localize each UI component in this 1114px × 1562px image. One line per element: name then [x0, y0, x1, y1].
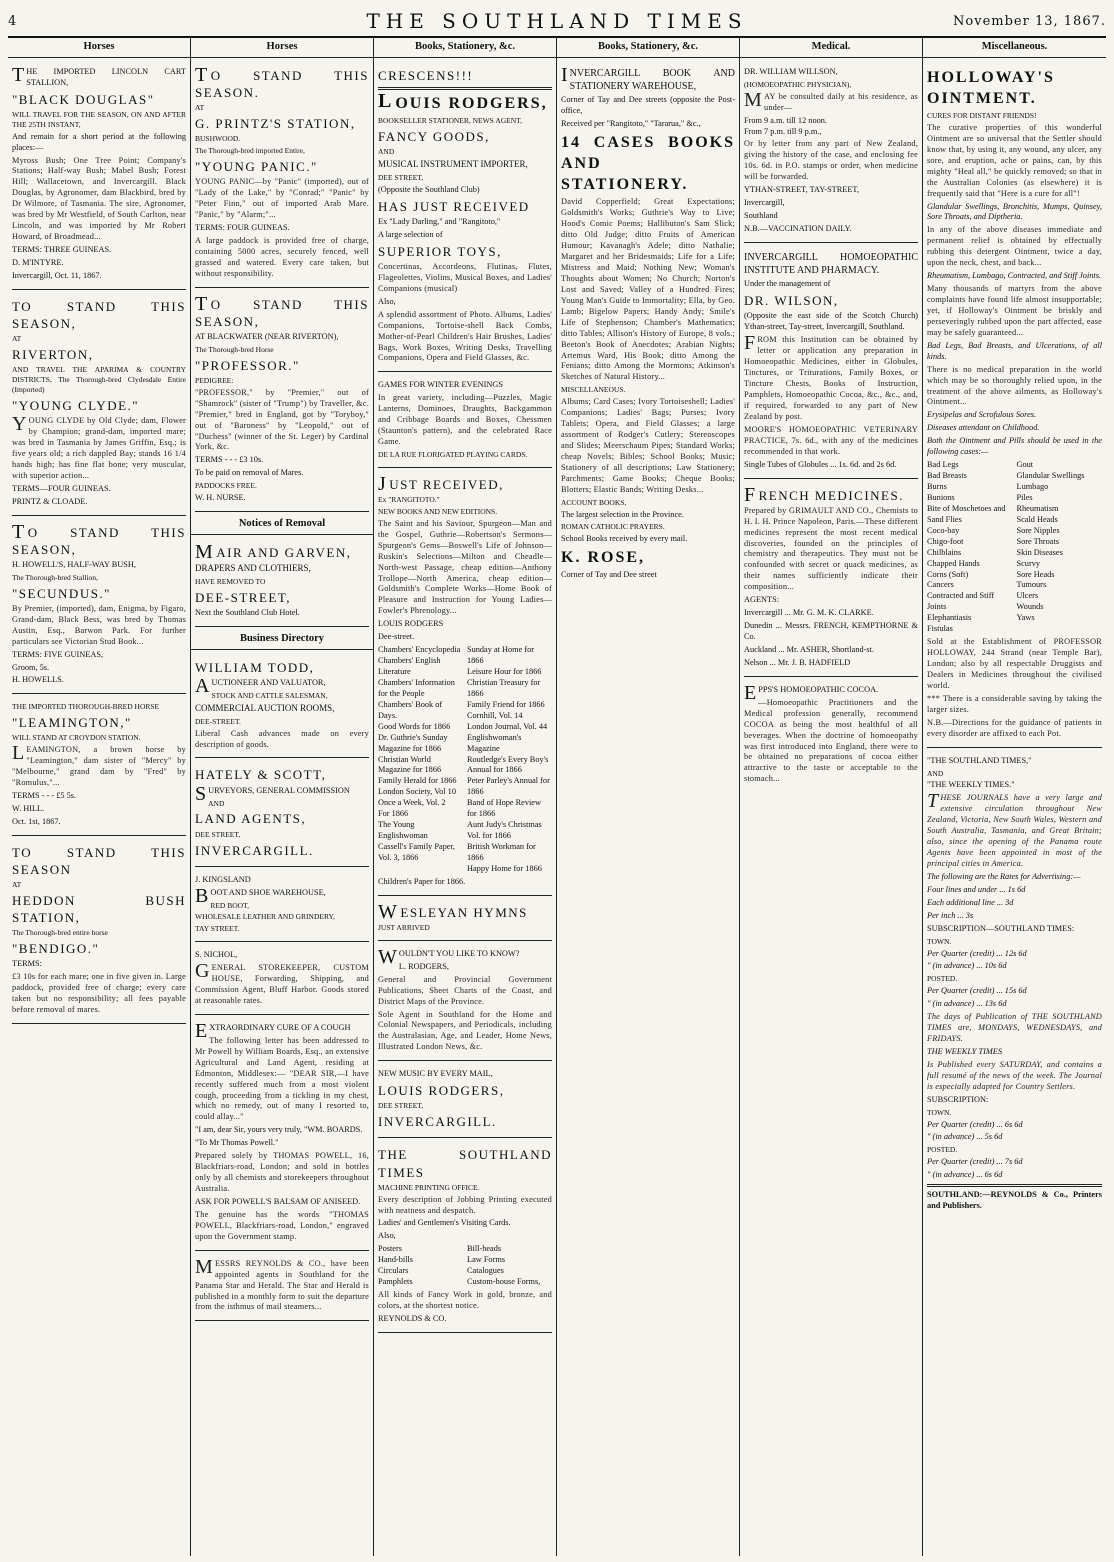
- ad-highlight: 14 CASES BOOKS AND STATIONERY.: [561, 134, 735, 194]
- weekly-subscription-town: TOWN.: [927, 1107, 952, 1117]
- column-horses-2: [191, 38, 374, 1556]
- school-books-note: School Books received by every mail.: [561, 534, 688, 544]
- ad-street: DEE STREET,: [195, 829, 241, 839]
- ad-section-heading: Bad Legs, Bad Breasts, and Ulcerations, of all kinds.: [927, 340, 1102, 361]
- ad-cards: Ladies' and Gentlemen's Visiting Cards.: [378, 1218, 511, 1228]
- column-heading: Horses: [8, 38, 190, 58]
- ad-province: Southland: [744, 211, 778, 221]
- divider: [927, 1184, 1102, 1187]
- ad-signature: K. ROSE,: [561, 549, 646, 567]
- ad-new-music: [378, 1064, 552, 1138]
- ad-nichol: [195, 945, 369, 1015]
- ad-body: David Copperfield; Great Expectations; Goldsmith's Works; Guthrie's Way to Live; Hood's Comic Poems; Hallibuton's Sam Slick; ditto Old Judge; ditto Fruits of American Humour; Kavanagh's Adele; ditto Nathalie; Margaret and her Bridesmaids; Life for a Life; Mistress and Maid; Nothing New; Woman's Thoughts about Women; No Church; Norton's Lost and Saved; Valley of a Hundred Fires; Young Man's Guide to Immortality; Ella, by Geo. Lamb; Bigelow Papers; Handy Andy; Smile's Life of Stephenson; Chamber's Mathematics; ditto Tables; Allison's History of Europe, 8 vols.; Beeton's Book of Anecdotes; Arabian Nights; Artemus Ward, His Book; ditto Among the Fenians; ditto Among the Mormons; Atkinson's Sketches of Natural History...: [561, 197, 735, 382]
- publication-days: The days of Publication of THE SOUTHLAND TIMES are, MONDAYS, WEDNESDAYS, and FRIDAYS.: [927, 1012, 1102, 1044]
- ad-subheading: BOOT AND SHOE WAREHOUSE,: [195, 884, 326, 907]
- ad-subheading: MACHINE PRINTING OFFICE.: [378, 1182, 480, 1192]
- ad-signature: L. RODGERS,: [398, 961, 449, 971]
- ad-subheading: WILL TRAVEL FOR THE SEASON, ON AND AFTER THE 25TH INSTANT,: [12, 109, 186, 129]
- ailments-list-right: Gout Glandular Swellings Lumbago Piles Rheumatism Scald Heads Sore Nipples Sore Throats Skin Diseases Scurvy Sore Heads Tumours Ulcers Wounds Yaws: [1016, 460, 1085, 623]
- ad-body: LEAMINGTON, a brown horse by "Leamington," dam sister of "Mercy" by "Melbourne," grand dam by "Fred" by "Romulus,"...: [12, 742, 186, 788]
- ad-subheading: BOOKSELLER STATIONER, NEWS AGENT,: [378, 116, 523, 126]
- ad-terms: TERMS: THREE GUINEAS.: [12, 245, 112, 255]
- section-heading-business-directory: Business Directory: [191, 630, 373, 650]
- ad-subheading: MUSICAL INSTRUMENT IMPORTER,: [378, 159, 528, 170]
- ad-subheading: Under the management of: [744, 279, 831, 289]
- subscription-row: " (in advance) ... 10s 6d: [927, 961, 1007, 971]
- ad-body: £3 10s for each mare; one in five given in. Large paddock, provided free of charge; every care taken but no responsibility; all fees payable before removal of mares.: [12, 972, 186, 1015]
- subscription-row: Per Quarter (credit) ... 6s 6d: [927, 1119, 1023, 1129]
- ad-name: DR. WILLIAM WILLSON,: [744, 66, 838, 76]
- column-heading: Books, Stationery, &c.: [374, 38, 556, 58]
- ad-section-heading: Erysipelas and Scrofulous Sores.: [927, 410, 1037, 420]
- ad-heading: TO STAND THIS SEASON.: [195, 63, 369, 101]
- ad-subheading: RED BOOT,: [210, 900, 249, 910]
- column-medical: [740, 38, 923, 1556]
- ad-street: DEE-STREET.: [195, 716, 241, 726]
- ad-subheading: NEW BOOKS AND NEW EDITIONS.: [378, 506, 498, 516]
- ad-signature: D. M'INTYRE.: [12, 257, 64, 267]
- ad-signature: REYNOLDS & CO.: [378, 1313, 447, 1323]
- ad-name: J. KINGSLAND: [195, 874, 251, 884]
- ad-body: In any of the above diseases immediate and permanent relief is obtained by effectually rubbing this detergent Ointment, twice a day, upon the neck, chest, and back...: [927, 225, 1102, 268]
- page-number: 4: [8, 14, 17, 29]
- ad-location-note: Next the Southland Club Hotel.: [195, 608, 300, 618]
- ad-body: By Premier, (imported), dam, Enigma, by Figaro, Grand-dam, Black Bess, was bred by Thomas Austin, Esq., Barwon Park. For further particulars see Victorian Stud Book...: [12, 603, 186, 646]
- ad-signature: W. H. NURSE.: [195, 493, 246, 503]
- ad-subheading: FANCY GOODS,: [378, 129, 490, 145]
- ad-signature: W. HILL.: [12, 804, 45, 814]
- ad-wesleyan-hymns: [378, 899, 552, 941]
- ad-location: BUSHWOOD.: [195, 134, 241, 144]
- printing-list-left: Posters Hand-bills Circulars Pamphlets: [378, 1244, 414, 1287]
- ad-terms: TERMS - - - £3 10s.: [195, 455, 264, 465]
- column-horses-1: [8, 38, 191, 1556]
- ad-payment-note: To be paid on removal of Mares.: [195, 468, 304, 478]
- ad-prices: Single Tubes of Globules ... 1s. 6d. and 2s 6d.: [744, 459, 897, 469]
- misc-heading: MISCELLANEOUS.: [561, 385, 626, 395]
- ad-heading: FRENCH MEDICINES.: [744, 483, 904, 506]
- ad-footer: DE LA RUE FLORIGATED PLAYING CARDS.: [378, 450, 528, 460]
- ad-subheading: And remain for a short period at the following places:—: [12, 131, 186, 152]
- ad-body: MAY be consulted daily at his residence, as under—: [744, 88, 918, 112]
- ad-heading: TO STAND THIS SEASON,: [12, 520, 186, 557]
- ad-body: Every description of Jobbing Printing executed with neatness and despatch.: [378, 1194, 552, 1215]
- ad-name: LOUIS RODGERS,: [378, 1083, 505, 1099]
- ad-heading: INVERCARGILL BOOK AND STATIONERY WAREHOUSE,: [561, 63, 735, 93]
- ad-body: General and Provincial Government Publications, Sheet Charts of the Coast, and District Maps of the Province.: [378, 974, 552, 1006]
- weekly-subscription-posted: POSTED.: [927, 1145, 958, 1155]
- ad-place: HEDDON BUSH STATION,: [12, 893, 186, 926]
- ad-subheading: The Thorough-bred imported Entire,: [195, 146, 305, 156]
- ad-also: Also,: [378, 1231, 396, 1241]
- ad-sold: Sold at the Establishment of PROFESSOR HOLLOWAY, 244 Strand (near Temple Bar), London; also by all respectable Druggists and Dealers in Medicines throughout the civilised world.: [927, 637, 1102, 690]
- ad-name: "BLACK DOUGLAS": [12, 91, 155, 107]
- ad-bendigo: [12, 839, 186, 1024]
- ad-at: AT: [195, 103, 205, 113]
- ad-terms: TERMS - - - £5 5s.: [12, 791, 77, 801]
- subscription-heading: SUBSCRIPTION—SOUTHLAND TIMES:: [927, 923, 1075, 933]
- agent-row: Dunedin ... Messrs. FRENCH, KEMPTHORNE & Co.: [744, 621, 918, 641]
- ad-heading: "THE SOUTHLAND TIMES,": [927, 755, 1032, 765]
- ad-body: Concertinas, Accordeons, Flutinas, Flutes, Flageolettes, Violins, Musical Boxes, and Ladies' Companions (musical): [378, 261, 552, 293]
- ad-heading: HOLLOWAY'S OINTMENT.: [927, 68, 1055, 107]
- ad-place: AT BLACKWATER (NEAR RIVERTON),: [195, 331, 339, 341]
- ad-date: Invercargill, Oct. 11, 1867.: [12, 270, 102, 280]
- agent-row: Auckland ... Mr. ASHER, Shortland-st.: [744, 644, 874, 654]
- ad-signature: "I am, dear Sir, yours very truly, "WM. BOARDS.: [195, 1125, 363, 1135]
- newspaper-columns: [8, 38, 1106, 1556]
- ad-street: Dee-street.: [378, 632, 415, 642]
- ad-name: "SECUNDUS.": [12, 585, 111, 601]
- ad-body: Myross Bush; One Tree Point; Company's Stations; Half-way Bush; Mabel Bush; Forest Hill; Wallacetown, and Invercargill. Black Douglas, by Agronomer, dam Blackbird, bred by Dr Wilmore, of Tasmania. The sire, Agronomer, was bred by Mr Westfield, of South Carlton, near Lincoln, and was imported by Mr Robert Howard, of Broadmead...: [12, 155, 186, 242]
- divider: [378, 87, 552, 90]
- ad-date: Oct. 1st, 1867.: [12, 816, 61, 826]
- ad-terms: TERMS: FOUR GUINEAS.: [195, 222, 290, 232]
- printing-list-right: Bill-heads Law Forms Catalogues Custom-house Forms,: [467, 1244, 541, 1287]
- subscription-row: " (in advance) ... 6s 6d: [927, 1170, 1003, 1180]
- ad-street: DEE STREET,: [378, 1101, 424, 1111]
- ad-place: G. PRINTZ'S STATION,: [195, 116, 356, 132]
- ad-subheading: COMMERCIAL AUCTION ROOMS,: [195, 702, 335, 713]
- ad-ex: Ex "RANGITOTO.": [378, 495, 440, 505]
- ad-homoeopathic-institute: [744, 246, 918, 479]
- ad-address: YTHAN-STREET, TAY-STREET,: [744, 185, 859, 195]
- ad-received: Received per "Rangitoto," "Tararua," &c.,: [561, 119, 701, 129]
- ad-footer-note: The genuine has the words "THOMAS POWELL, Blackfriars-road, London," engraved upon the Government stamp.: [195, 1209, 369, 1241]
- ad-subheading: WHOLESALE LEATHER AND GRINDERY,: [195, 912, 335, 922]
- ad-and: AND: [927, 768, 944, 778]
- ad-winter-games: [378, 375, 552, 468]
- ad-reynolds-panama: [195, 1254, 369, 1322]
- ad-subheading: STOCK AND CATTLE SALESMAN,: [211, 690, 328, 700]
- ad-mair-garven: [195, 539, 369, 627]
- ad-young-panic: [195, 62, 369, 288]
- ad-body: —Homoeopathic Practitioners and the Medical profession generally, recommend COCOA as being the most healthful of all beverages. When the doctrine of homoeopathy was first introduced into England, there were to be obtained no preparations of cocoa either attractive to the taste or acceptable to the stomach...: [744, 697, 918, 784]
- ad-body: A large paddock is provided free of charge, containing 5000 acres, securely fenced, well grassed and watered. Every care taken, but without responsibility.: [195, 235, 369, 278]
- ad-section-heading: Diseases attendant on Childhood.: [927, 423, 1040, 433]
- ad-footer: ASK FOR POWELL'S BALSAM OF ANISEED.: [195, 1196, 361, 1206]
- ad-body: Sole Agent in Southland for the Home and Colonial Newspapers, and Periodicals, including the Australasian, Age, and Leader, Home News, Illustrated London News, &c.: [378, 1009, 552, 1052]
- ad-name: "YOUNG PANIC.": [195, 159, 318, 174]
- ad-heading: EPPS'S HOMOEOPATHIC COCOA.: [744, 681, 879, 704]
- ad-holloways-ointment: [927, 62, 1102, 748]
- ad-section-heading: Glandular Swellings, Bronchitis, Mumps, Quinsey, Sore Throats, and Diptheria.: [927, 201, 1102, 222]
- ad-place: H. HOWELL'S, HALF-WAY BUSH,: [12, 559, 136, 569]
- rates-heading: The following are the Rates for Advertising:—: [927, 871, 1081, 881]
- ad-heading: TO STAND THIS SEASON,: [12, 298, 186, 332]
- ad-subheading: LAND AGENTS,: [195, 811, 307, 827]
- ad-name: LOUIS RODGERS,: [378, 90, 548, 113]
- ad-place: WILL STAND AT CROYDON STATION.: [12, 733, 141, 743]
- ad-heading: EXTRAORDINARY CURE OF A COUGH: [195, 1019, 351, 1042]
- ad-nb: N.B.—VACCINATION DAILY.: [744, 224, 852, 233]
- ad-heading: GAMES FOR WINTER EVENINGS: [378, 380, 503, 390]
- rate-row: Per inch ... 3s: [927, 910, 974, 920]
- section-heading-notices: Notices of Removal: [191, 515, 373, 535]
- ad-and: AND: [378, 147, 395, 157]
- ad-body: Prepared solely by THOMAS POWELL, 16, Blackfriars-road, London; and sold in bottles only by all chemists and storekeepers throughout Australia.: [195, 1151, 369, 1194]
- ad-heading: WOULDN'T YOU LIKE TO KNOW?: [378, 945, 520, 968]
- printing-list: [378, 1244, 552, 1288]
- ad-professor: [195, 291, 369, 513]
- ad-name: HATELY & SCOTT,: [195, 767, 327, 783]
- ad-body: The Saint and his Saviour, Spurgeon—Man and the Gospel, Guthrie—Robertson's Sermons—Spurgeon's Gems—Boswell's Life of Johnson—Ruskin's Selections—Milton and Cheadle—North-west Passage, cheap edition—Anthony Trollope—North America, cheap edition—Goldsmith's Complete Works—Home Book of Pleasure and Instruction for Young Ladies—Fowler's Phrenology...: [378, 518, 552, 616]
- account-books-note: The largest selection in the Province.: [561, 509, 684, 519]
- ad-name: "LEAMINGTON,": [12, 715, 132, 731]
- ad-at: AT: [12, 880, 22, 890]
- ad-name: "BENDIGO.": [12, 941, 100, 957]
- ad-subheading: The Thorough-bred Horse: [195, 344, 274, 354]
- ad-signature: H. HOWELLS.: [12, 675, 64, 685]
- subscription-row: Per Quarter (credit) ... 7s 6d: [927, 1157, 1023, 1167]
- ad-body: FROM this Institution can be obtained by letter or application any preparation in Homoeopathic Medicines, either in Globules, Tinctures, or Triturations, Family Boxes, or Tincture Chests, Books of Instruction, Pamphlets, Homoeopathic Cocoa, &c., &c., and, if required, forwarded to any part of New Zealand by post.: [744, 332, 918, 421]
- ad-epps-cocoa: [744, 680, 918, 792]
- ad-heading: THE SOUTHLAND TIMES: [378, 1147, 552, 1180]
- ad-and: AND: [208, 798, 225, 808]
- rate-row: Each additional line ... 3d: [927, 897, 1014, 907]
- ad-body: The curative properties of this wonderful Ointment are so universal that the Settler should know that, by using it, any wound, any ulcer, any sore, and eruption, ache or pains, can, by this mighty "Heal all," be quickly removed; so that in the Australian Colonies (as elsewhere) it is frequently said that "Here is a cure for all"!: [927, 122, 1102, 198]
- ad-name: WILLIAM TODD,: [195, 659, 315, 675]
- ad-town: Invercargill,: [744, 198, 785, 208]
- column-miscellaneous: [923, 38, 1106, 1556]
- agents-heading: AGENTS:: [744, 595, 780, 605]
- ad-young-clyde: [12, 293, 186, 516]
- ad-body: "PROFESSOR," by "Premier," out of "Shamrock" (sister of "Trump") by Traveller, &c. "Premier," bred in England, got by "Toryboy," out of "Baroness" by "Leopold," out of "Duchess" (winner of the St. Leger) by Cardinal York, &c.: [195, 387, 369, 452]
- subscription-row: " (in advance) ... 13s 6d: [927, 999, 1007, 1009]
- ad-toys: SUPERIOR TOYS,: [378, 243, 502, 259]
- ad-name: S. NICHOL,: [195, 950, 238, 960]
- ad-printing-office: [378, 1141, 552, 1333]
- ad-just-received: [378, 471, 552, 896]
- ad-hours: From 9 a.m. till 12 noon. From 7 p.m. till 9 p.m.,: [744, 115, 827, 136]
- ad-subheading: CURES FOR DISTANT FRIENDS!: [927, 111, 1037, 121]
- ad-signature: LOUIS RODGERS: [378, 619, 444, 629]
- column-books-1: [374, 38, 557, 1556]
- ad-section-heading: Rheumatism, Lumbago, Contracted, and Stiff Joints.: [927, 271, 1101, 281]
- ad-paddocks: PADDOCKS FREE.: [195, 481, 257, 491]
- column-heading: Medical.: [740, 38, 922, 58]
- ailments-list: [927, 460, 1102, 635]
- ad-place: RIVERTON,: [12, 347, 94, 363]
- ad-heading: THE IMPORTED LINCOLN CART STALLION,: [12, 63, 186, 87]
- ad-location: Corner of Tay and Dee streets (opposite the Post-office,: [561, 95, 735, 116]
- issue-date: November 13, 1867.: [953, 14, 1106, 29]
- ad-body: Or by letter from any part of New Zealand, giving the history of the case, and enclosing fee 10s. 6d. in P.O. stamps or order, when medicine will be forwarded.: [744, 139, 918, 182]
- periodicals-list-left: Chambers' Encyclopedia Chambers' English Literature Chambers' Information for the People Chambers' Book of Days. Good Words for 1866 Dr. Guthrie's Sunday Magazine for 1866 Christian World Magazine for 1866 Family Herald for 1866 London Society, Vol 10 Once a Week, Vol. 2 For 1866 The Young Englishwoman Cassell's Family Paper, Vol. 3, 1866: [378, 645, 461, 862]
- weekly-times-heading: THE WEEKLY TIMES: [927, 1046, 1002, 1056]
- ad-both-heading: Both the Ointment and Pills should be used in the following cases:—: [927, 436, 1102, 457]
- ad-street: DEE STREET,: [378, 172, 424, 182]
- periodicals-list: [378, 645, 552, 875]
- ad-at: AT: [12, 334, 22, 344]
- ad-name: DR. WILSON,: [744, 293, 839, 309]
- ad-signature: PRINTZ & CLOADE.: [12, 496, 88, 506]
- ad-body: The following letter has been addressed to Mr Powell by William Boards, Esq., an extensive Agricultural and Land Agent, residing at Edmonton, Middlesex:— "DEAR SIR,—I have recently suffered much from a most violent cough, proceeding from a tickling in my chest, which no remedy, out of many I resorted to, could allay...": [195, 1035, 369, 1122]
- ad-address: (Opposite the east side of the Scotch Church) Ythan-street, Tay-street, Invercargill, Southland.: [744, 311, 918, 332]
- ad-subheading: The Thorough-bred entire horse: [12, 928, 108, 938]
- ad-saving-note: *** There is a considerable saving by taking the larger sizes.: [927, 693, 1102, 714]
- ad-terms: TERMS:: [12, 959, 42, 969]
- ad-heading: WESLEYAN HYMNS: [378, 900, 528, 923]
- ad-black-douglas: [12, 62, 186, 290]
- ad-footer: All kinds of Fancy Work in gold, bronze, and colors, at the shortest notice.: [378, 1290, 552, 1311]
- ad-selection: A large selection of: [378, 229, 443, 239]
- ad-subheading: AND TRAVEL THE APARIMA & COUNTRY DISTRICTS, The Thorough-bred Clydesdale Entire (Imported): [12, 365, 186, 394]
- ad-subheading: (HOMOEOPATHIC PHYSICIAN),: [744, 79, 852, 89]
- printer-imprint: SOUTHLAND:—REYNOLDS & Co., Printers and Publishers.: [927, 1190, 1102, 1211]
- ad-received: HAS JUST RECEIVED: [378, 198, 530, 214]
- ad-secundus: [12, 519, 186, 695]
- ad-street: TAY STREET.: [195, 924, 240, 934]
- ad-french-medicines: [744, 482, 918, 677]
- ad-nb: N.B.—Directions for the guidance of patients in every disorder are affixed to each Pot.: [927, 717, 1102, 738]
- ad-moved: HAVE REMOVED TO: [195, 577, 266, 586]
- newspaper-title: THE SOUTHLAND TIMES: [366, 9, 748, 33]
- ad-body: Prepared by GRIMAULT AND CO., Chemists to H. I. H. Prince Napoleon, Paris.—These different medicines represent the most recent medical discoveries, founded on the principles of chemistry and therapeutics. They must not be confounded with secret or quack medicines, as their names sufficiently indicate their composition...: [744, 505, 918, 592]
- ad-hately-scott: [195, 761, 369, 866]
- ad-town: INVERCARGILL.: [195, 842, 314, 858]
- ad-subheading: The Thorough-bred Stallion,: [12, 572, 98, 582]
- column-heading: Horses: [191, 38, 373, 58]
- subscription-row: Per Quarter (credit) ... 15s 6d: [927, 986, 1027, 996]
- account-books-heading: ACCOUNT BOOKS,: [561, 497, 627, 507]
- agent-row: Invercargill ... Mr. G. M. K. CLARKE.: [744, 608, 874, 618]
- ad-location-note: (Opposite the Southland Club): [378, 184, 480, 194]
- ad-heading: THE IMPORTED THOROUGH-BRED HORSE: [12, 702, 160, 712]
- subscription-posted: POSTED.: [927, 974, 958, 984]
- ad-heading: NEW MUSIC BY EVERY MAIL,: [378, 1069, 493, 1079]
- ad-southland-times: [927, 751, 1102, 1219]
- ad-body: YOUNG PANIC—by "Panic" (imported), out of "Lady of the Lake," by "Conrad;" "Panic" by "Peter Finn," out of imported Arab Mare. "Panic," by "Alarm;"...: [195, 177, 369, 219]
- ad-heading: JUST RECEIVED,: [378, 472, 504, 495]
- column-books-2: [557, 38, 740, 1556]
- column-heading: Miscellaneous.: [923, 38, 1106, 58]
- ad-heading: INVERCARGILL HOMOEOPATHIC INSTITUTE AND PHARMACY.: [744, 251, 918, 277]
- ad-footer: Children's Paper for 1866.: [378, 876, 466, 886]
- ad-also: Also,: [378, 296, 396, 306]
- ad-body: Many thousands of martyrs from the above complaints have found life almost insupportable; yet, if Holloway's Ointment be briskly and perseveringly rubbed upon the part affected, ease may be safely guaranteed...: [927, 284, 1102, 337]
- subscription-row: " (in advance) ... 5s 6d: [927, 1132, 1003, 1142]
- ad-body: A splendid assortment of Photo. Albums, Ladies' Companions, Tortoise-shell Back Combs, Mother-of-Pearl Children's Hair Brushes, Ladies' Bags, Work Boxes, Writing Desks, Travelling Companions, Opera and Field Glasses, &c.: [378, 309, 552, 363]
- ad-invercargill-book-warehouse: [561, 62, 735, 588]
- ad-dr-willson: [744, 62, 918, 243]
- ad-kingsland: [195, 870, 369, 943]
- masthead: [8, 6, 1106, 38]
- ad-pedigree-heading: PEDIGREE:: [195, 375, 234, 385]
- weekly-times-body: Is Published every SATURDAY, and contains a full resumé of the news of the week. The Journal is especially adapted for Country Settlers.: [927, 1059, 1102, 1091]
- ad-leamington: [12, 697, 186, 836]
- ad-terms: TERMS—FOUR GUINEAS.: [12, 483, 111, 493]
- ad-name: "YOUNG CLYDE.": [12, 397, 140, 413]
- ad-groom-fee: Groom, 5s.: [12, 662, 50, 672]
- ad-location: Corner of Tay and Dee street: [561, 570, 657, 580]
- ailments-list-left: Bad Legs Bad Breasts Burns Bunions Bite of Moschetoes and Sand Flies Coco-bay Chigo-foot Chilblains Chapped Hands Corns (Soft) Cancers Contracted and Stiff Joints Elephantiasis Fistulas: [927, 460, 1006, 634]
- subscription-row: Per Quarter (credit) ... 12s 6d: [927, 948, 1027, 958]
- ad-subheading: AUCTIONEER AND VALUATOR,: [195, 675, 326, 697]
- ad-wouldnt-you-like: [378, 944, 552, 1061]
- ad-subheading: JUST ARRIVED: [378, 922, 430, 932]
- ad-body: THESE JOURNALS have a very large and extensive circulation throughout New Zealand, Victoria, New South Wales, Western and South Australia, Tasmania, and Great Britain; also, since the opening of the Panama route Agents have been appointed in most of the principal cities in America.: [927, 790, 1102, 868]
- ad-name: MAIR AND GARVEN,: [195, 540, 352, 563]
- ad-place: DEE-STREET,: [195, 589, 292, 605]
- ad-body: There is no medical preparation in the world which may be so thoroughly relied upon, in the treatment of the above ailments, as Holloway's Ointment...: [927, 364, 1102, 407]
- periodicals-list-right: Sunday at Home for 1866 Leisure Hour for 1866 Christian Treasury for 1866 Family Friend for 1866 Cornhill, Vol. 14 London Journal, Vol. 44 Englishwoman's Magazine Routledge's Every Boy's Annual for 1866 Peter Parley's Annual for 1866 Band of Hope Review for 1866 Aunt Judy's Christmas Vol. for 1866 British Workman for 1866 Happy Home for 1866: [467, 645, 550, 873]
- roman-catholic-prayers: ROMAN CATHOLIC PRAYERS.: [561, 522, 665, 532]
- ad-heading: CRESCENS!!!: [378, 67, 474, 83]
- ad-addressee: "To Mr Thomas Powell.": [195, 1138, 279, 1148]
- ad-louis-rodgers: [378, 62, 552, 373]
- ad-terms: TERMS: FIVE GUINEAS,: [12, 649, 104, 659]
- ad-body: GENERAL STOREKEEPER, CUSTOM HOUSE, Forwarding, Shipping, and Commission Agent, Bluff Harbor. Goods stored at reasonable rates.: [195, 960, 369, 1005]
- ad-town: INVERCARGILL.: [378, 1114, 497, 1130]
- rate-row: Four lines and under ... 1s 6d: [927, 884, 1026, 894]
- ad-heading: TO STAND THIS SEASON,: [195, 292, 369, 329]
- ad-subheading: SURVEYORS, GENERAL COMMISSION: [195, 782, 350, 805]
- ad-heading: TO STAND THIS SEASON: [12, 844, 186, 878]
- weekly-subscription-heading: SUBSCRIPTION:: [927, 1094, 989, 1104]
- ad-name: "PROFESSOR.": [195, 357, 300, 373]
- ad-heading: "THE WEEKLY TIMES.": [927, 780, 1015, 790]
- ad-ex: Ex "Lady Darling," and "Rangitoto,": [378, 216, 501, 226]
- ad-william-todd: [195, 654, 369, 759]
- ad-body: Liberal Cash advances made on every description of goods.: [195, 728, 369, 749]
- ad-body: Albums; Card Cases; Ivory Tortoiseshell; Ladies' Companions; Ladies' Bags; Purses; Ivory Tablets; Opera, and Field Glasses; a large assortment of Rodger's Cutlery; Stereoscopes and Slides; Meerschaum Pipes; Standard Works; cheap Novels; Bibles; School Books; Music; Stationery of all descriptions; Law Stationery; Parchments; Game Books; Cheque Books; Blotters; Elastic Bands; Writing Desks...: [561, 397, 735, 494]
- agent-row: Nelson ... Mr. J. B. HADFIELD: [744, 657, 851, 667]
- subscription-town: TOWN.: [927, 936, 952, 946]
- ad-body: MESSRS REYNOLDS & CO., have been appointed agents in Southland for the Panama Star and Herald. The Star and Herald is published in a monthly form to suit the departure from the isthmus of mail steamers...: [195, 1255, 369, 1312]
- ad-body: In great variety, including—Puzzles, Magic Lanterns, Dominoes, Draughts, Backgammon and Cribbage Boards and Boxes, Chessmen (Staunton's pattern), and the celebrated Race Game.: [378, 393, 552, 447]
- column-heading: Books, Stationery, &c.: [557, 38, 739, 58]
- ad-body: YOUNG CLYDE by Old Clyde; dam, Flower by Champion; grand-dam, imported mare; was bred in Tasmania by James Griffin, Esq.; is five years old; a rich dappled Bay; stands 16 1/4 hands high; has fine flat bone; very muscular, with superior action...: [12, 413, 186, 480]
- ad-subheading: DRAPERS AND CLOTHIERS,: [195, 563, 311, 574]
- ad-powell-balsam: [195, 1018, 369, 1251]
- ad-body: MOORE'S HOMOEOPATHIC VETERINARY PRACTICE, 7s. 6d., with any of the medicines recommended in that work.: [744, 424, 918, 456]
